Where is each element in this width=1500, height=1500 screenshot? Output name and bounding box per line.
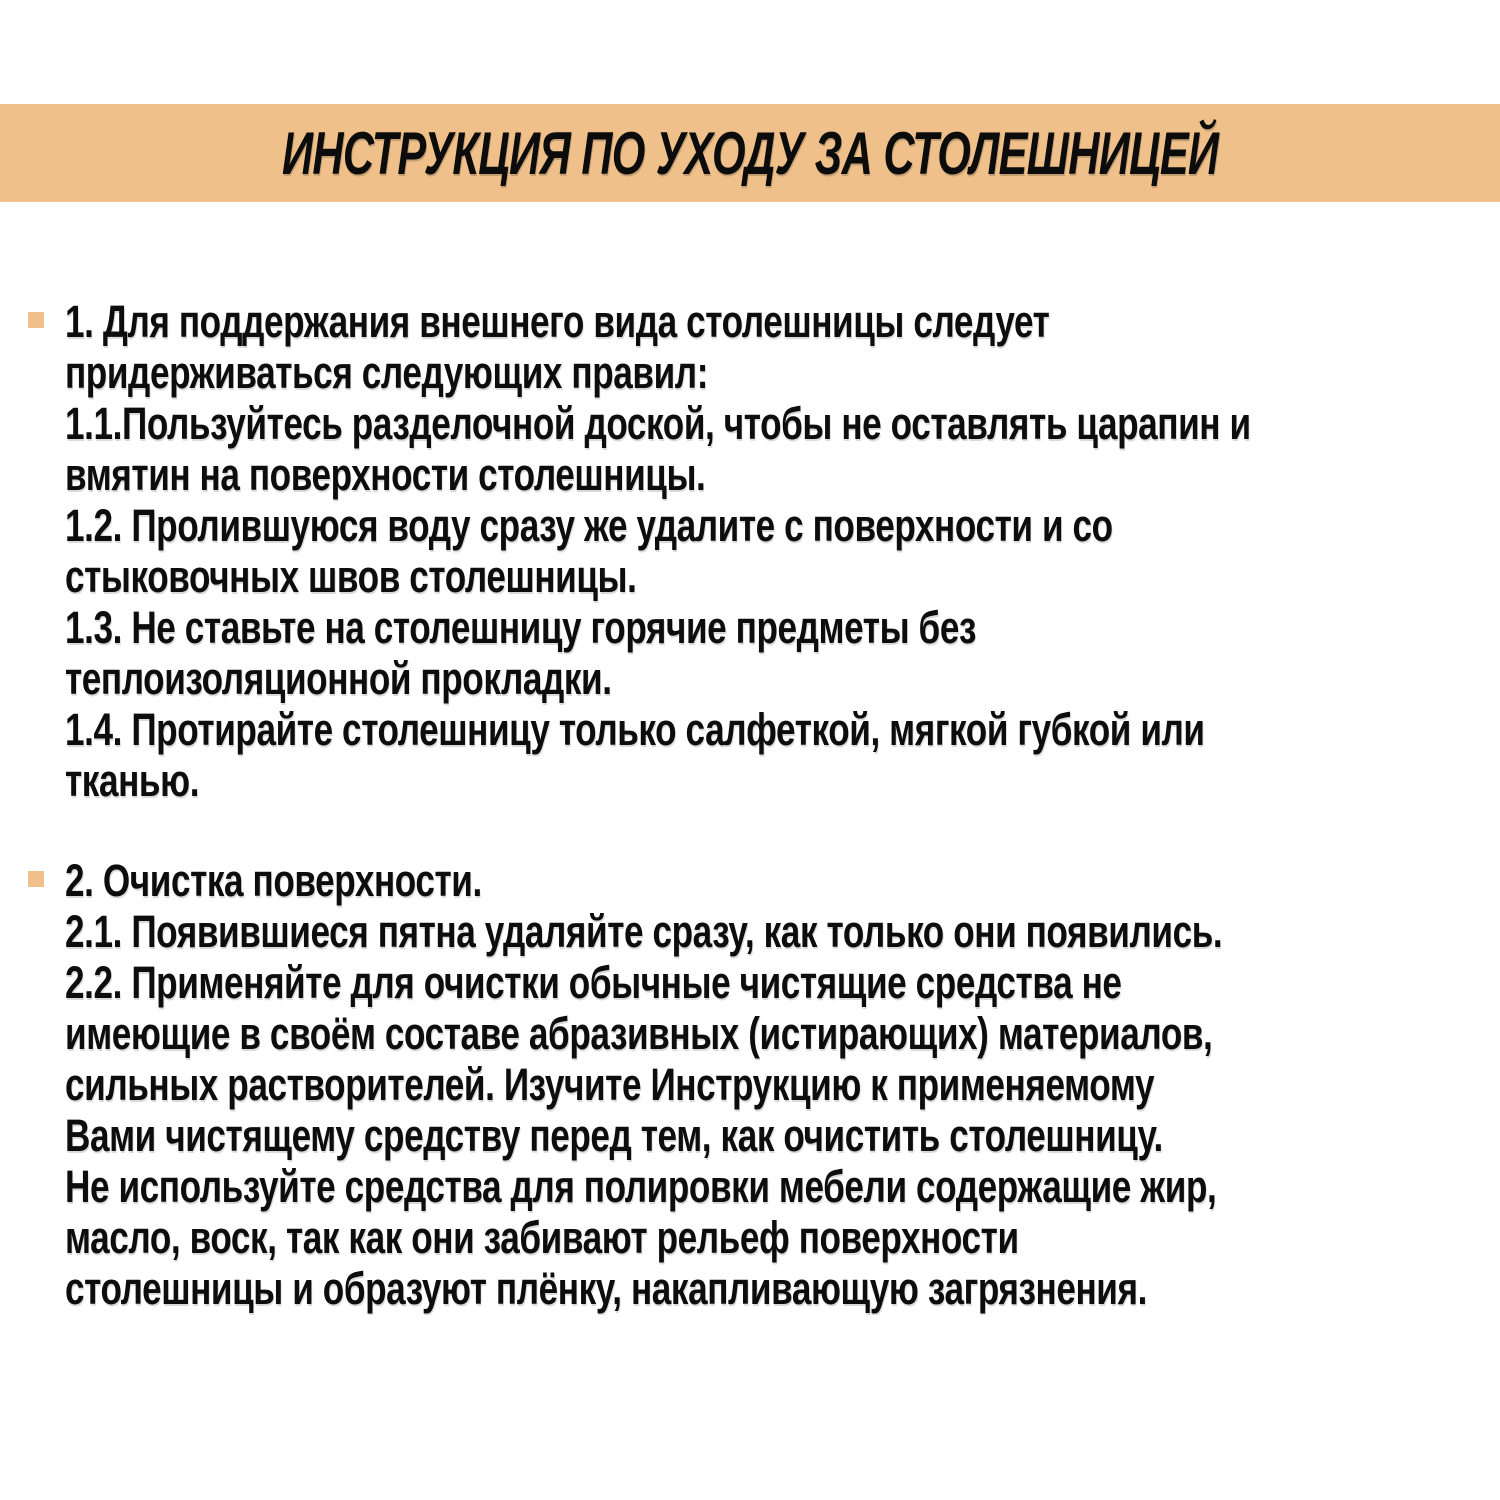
instruction-line: масло, воск, так как они забивают рельеф поверхности xyxy=(65,1212,1019,1263)
instruction-line: стыковочных швов столешницы. xyxy=(65,551,637,602)
section-text xyxy=(65,855,1500,1314)
instruction-line: столешницы и образуют плёнку, накапливающую загрязнения. xyxy=(65,1263,1147,1314)
page-title: ИНСТРУКЦИЯ ПО УХОДУ ЗА СТОЛЕШНИЦЕЙ xyxy=(281,119,1219,187)
instruction-line: сильных растворителей. Изучите Инструкцию к применяемому xyxy=(65,1059,1155,1110)
instruction-line: 1.2. Пролившуюся воду сразу же удалите с поверхности и со xyxy=(65,500,1113,551)
instruction-line: 1.4. Протирайте столешницу только салфеткой, мягкой губкой или xyxy=(65,704,1205,755)
instruction-line: 1. Для поддержания внешнего вида столешницы следует xyxy=(65,296,1050,347)
instruction-line: вмятин на поверхности столешницы. xyxy=(65,449,706,500)
instruction-line: 2.1. Появившиеся пятна удаляйте сразу, как только они появились. xyxy=(65,906,1223,957)
section-surface-cleaning xyxy=(0,855,1500,1314)
instruction-line: придерживаться следующих правил: xyxy=(65,347,709,398)
instruction-line: 1.1.Пользуйтесь разделочной доской, чтобы не оставлять царапин и xyxy=(65,398,1251,449)
instruction-line: тканью. xyxy=(65,755,200,806)
instruction-line: имеющие в своём составе абразивных (истирающих) материалов, xyxy=(65,1008,1213,1059)
bullet-square-icon xyxy=(28,871,44,887)
instruction-line: Вами чистящему средству перед тем, как очистить столешницу. xyxy=(65,1110,1163,1161)
instruction-line: 2. Очистка поверхности. xyxy=(65,855,482,906)
header-band xyxy=(0,104,1500,202)
instruction-line: 2.2. Применяйте для очистки обычные чистящие средства не xyxy=(65,957,1122,1008)
bullet-square-icon xyxy=(28,312,44,328)
section-care-rules xyxy=(0,296,1500,806)
instruction-line: теплоизоляционной прокладки. xyxy=(65,653,612,704)
instruction-line: Не используйте средства для полировки мебели содержащие жир, xyxy=(65,1161,1217,1212)
instruction-line: 1.3. Не ставьте на столешницу горячие предметы без xyxy=(65,602,977,653)
section-text xyxy=(65,296,1500,806)
